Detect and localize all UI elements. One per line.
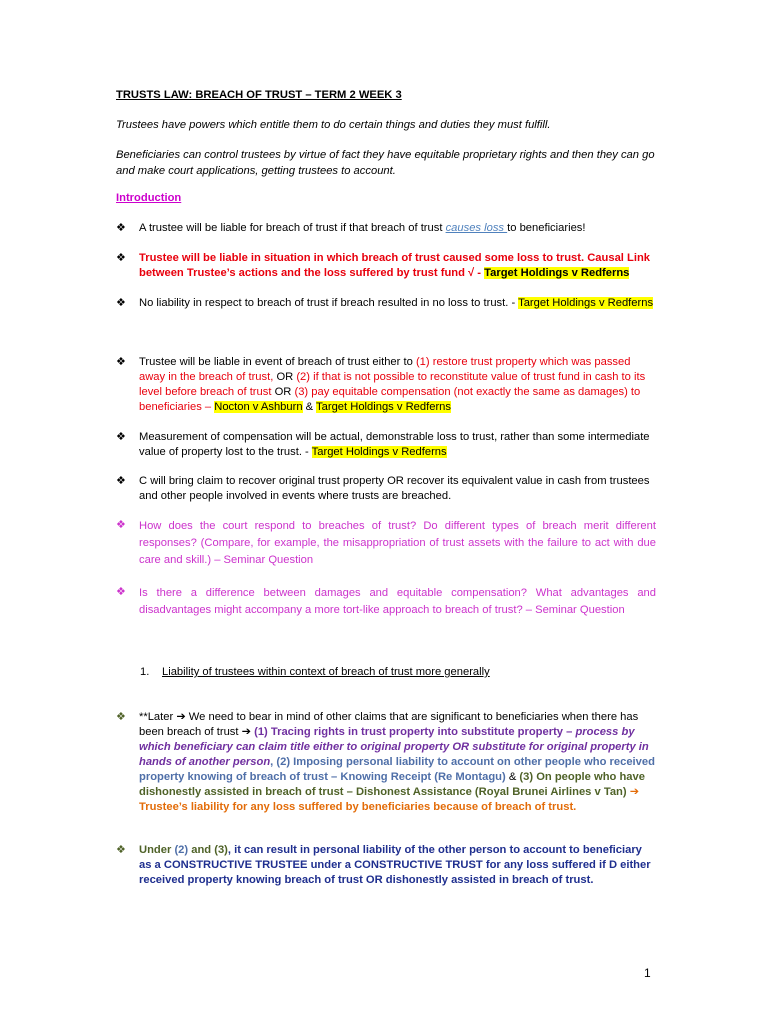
numbered-heading-1	[140, 666, 490, 678]
remedy-1: (1) restore trust property which was passed away in the breach of trust,	[139, 356, 631, 383]
list-number: 1.	[140, 666, 150, 678]
intro-paragraph-2: Beneficiaries can control trustees by virtue of fact they have equitable proprietary rights and then they can go and make court applications, getting trustees to account.	[116, 149, 655, 177]
case-highlight: Target Holdings v Redferns	[484, 267, 630, 279]
tracing-rights: (1) Tracing rights in trust property into substitute property –	[254, 726, 576, 738]
diamond-bullet-icon: ❖	[116, 475, 126, 487]
remedy-3: (3) pay equitable compensation (not exactly the same as damages) to beneficiaries –	[139, 386, 641, 413]
intro-paragraph-1: Trustees have powers which entitle them to do certain things and duties they must fulfill.	[116, 119, 551, 131]
bullet-text: C will bring claim to recover original trust property OR recover its equivalent value in cash from trustees and other people involved in events where trusts are breached.	[139, 475, 650, 502]
page-number: 1	[644, 966, 651, 980]
knowing-receipt: Imposing personal liability to account on other people who received property knowing of breach of trust – Knowing Receipt (Re Montagu)	[139, 756, 655, 783]
case-highlight: Target Holdings v Redferns	[316, 401, 451, 413]
bullet-text: &	[508, 771, 520, 783]
bullet-constructive-trustee	[116, 843, 656, 888]
dishonest-assistance: (3) On people who have dishonestly assisted in breach of trust – Dishonest Assistance (Royal Brunei Airlines v Tan)	[139, 771, 645, 798]
causes-loss-link[interactable]: causes loss	[445, 222, 508, 234]
numbered-heading-text: Liability of trustees within context of breach of trust more generally	[162, 666, 490, 678]
bullet-text: OR	[274, 386, 295, 398]
bullet-text: Trustee will be liable in situation in which breach of trust caused some loss to trust. Causal Link between Trustee’s actions and the loss suffered by trust fund √ -	[139, 252, 651, 279]
case-highlight: Nocton v Ashburn	[214, 401, 303, 413]
bullet-text: and (3)	[191, 844, 228, 856]
bullet-causal-link	[116, 251, 656, 281]
bullet-no-liability	[116, 296, 656, 311]
question-text: Is there a difference between damages and equitable compensation? What advantages and disadvantages might accompany a more tort-like approach to breach of trust? – Seminar Question	[139, 587, 656, 616]
question-text: How does the court respond to breaches of trust? Do different types of breach merit different responses? (Compare, for example, the misappropriation of trust assets with the failure to act with due care and skill.) – Seminar Question	[139, 520, 656, 566]
bullet-other-claims	[116, 710, 656, 815]
diamond-bullet-icon: ❖	[116, 519, 126, 531]
bullet-text: , (2)	[270, 756, 294, 768]
remedy-2: (2) if that is not possible to reconstitute value of trust fund in cash to its level before breach of trust	[139, 371, 646, 398]
seminar-question-1	[116, 518, 656, 569]
bullet-text: Measurement of compensation will be actual, demonstrable loss to trust, rather than some intermediate value of property lost to the trust. -	[139, 431, 650, 458]
bullet-text: (2)	[174, 844, 192, 856]
diamond-bullet-icon: ❖	[116, 356, 126, 368]
document-title: TRUSTS LAW: BREACH OF TRUST – TERM 2 WEEK 3	[116, 89, 402, 101]
section-heading-introduction: Introduction	[116, 192, 182, 204]
bullet-text: OR	[276, 371, 297, 383]
case-highlight: Target Holdings v Redferns	[311, 446, 447, 458]
diamond-bullet-icon: ❖	[116, 711, 126, 723]
bullet-text: No liability in respect to breach of trust if breach resulted in no loss to trust. -	[139, 297, 519, 309]
bullet-text: &	[302, 401, 317, 413]
diamond-bullet-icon: ❖	[116, 297, 126, 309]
bullet-claim	[116, 474, 656, 504]
diamond-bullet-icon: ❖	[116, 222, 126, 234]
diamond-bullet-icon: ❖	[116, 844, 126, 856]
diamond-bullet-icon: ❖	[116, 586, 126, 598]
bullet-text: **Later ➔ We need to bear in mind of other claims that are significant to beneficiaries when there has been breach of trust ➔	[139, 711, 639, 738]
tracing-definition: process by which beneficiary can claim title either to original property OR substitute for original property in hands of another person	[139, 726, 649, 768]
bullet-text: , it can result in personal liability of the other person to account to beneficiary as a CONSTRUCTIVE TRUSTEE under a CONSTRUCTIVE TRUST for any loss suffered if D either received property knowing breach of trust OR dishonestly assisted in breach of trust.	[139, 844, 651, 886]
bullet-measurement	[116, 430, 656, 460]
trustee-liability: ➔ Trustee’s liability for any loss suffered by beneficiaries because of breach of trust.	[139, 786, 640, 813]
bullet-text: Trustee will be liable in event of breach of trust either to	[139, 356, 416, 368]
case-highlight: Target Holdings v Redferns	[518, 297, 654, 309]
bullet-liable-causes-loss	[116, 221, 656, 236]
seminar-question-2	[116, 585, 656, 619]
diamond-bullet-icon: ❖	[116, 431, 126, 443]
bullet-text: to beneficiaries!	[507, 222, 586, 234]
bullet-text: Under	[139, 844, 175, 856]
diamond-bullet-icon: ❖	[116, 252, 126, 264]
bullet-text: A trustee will be liable for breach of trust if that breach of trust	[139, 222, 446, 234]
bullet-remedies	[116, 355, 656, 415]
